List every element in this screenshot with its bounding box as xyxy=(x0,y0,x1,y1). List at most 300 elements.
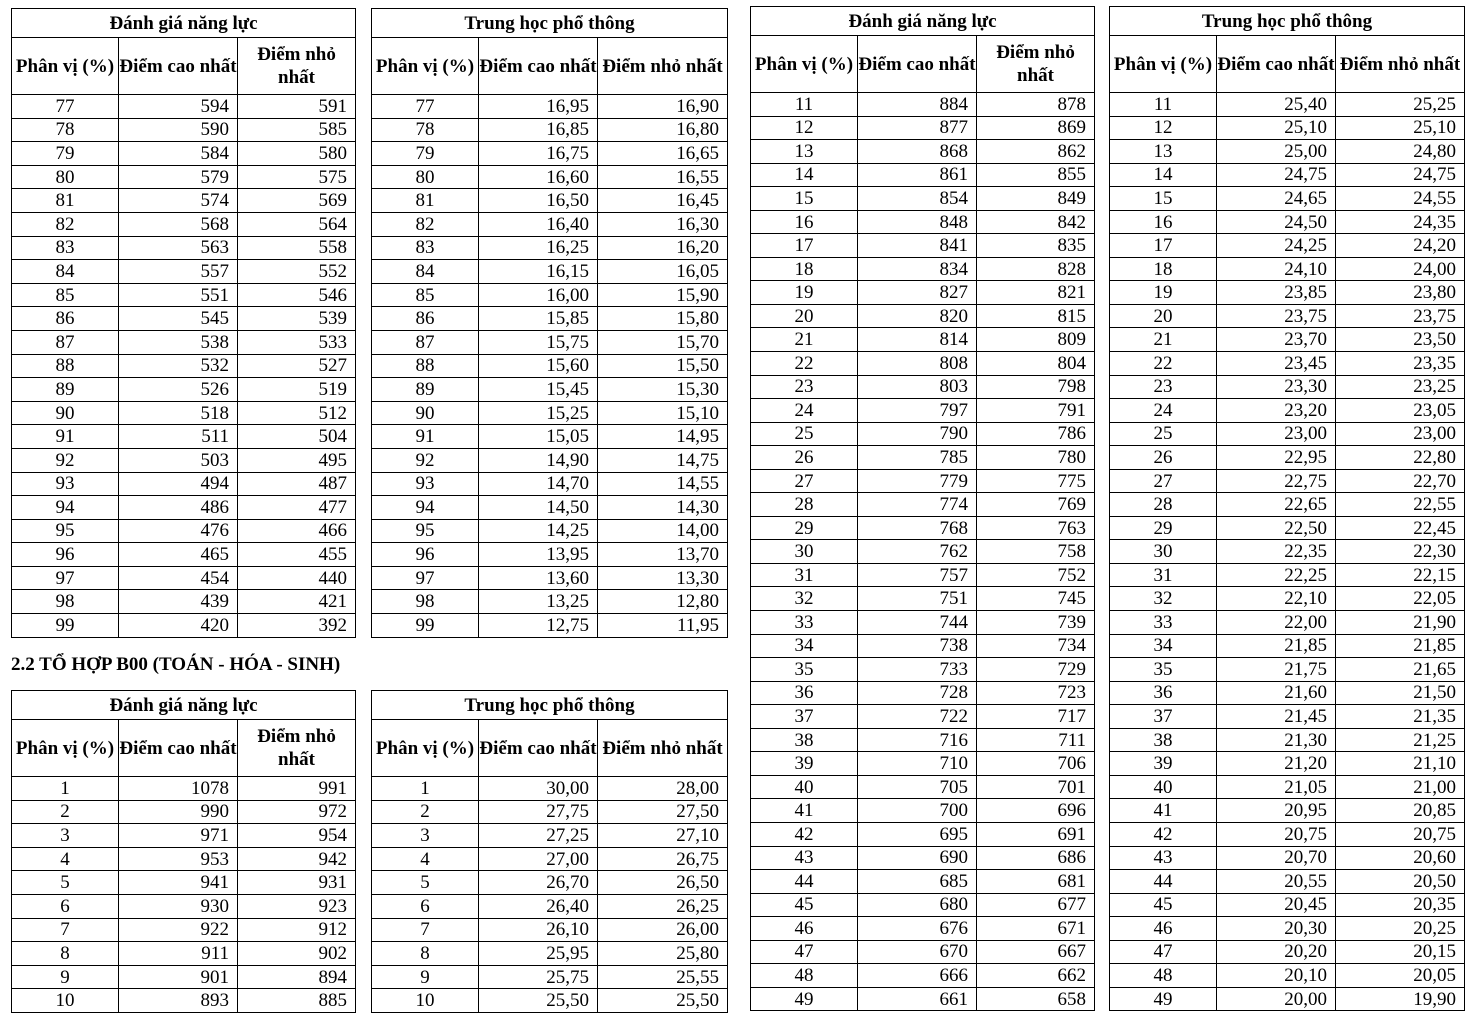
cell-min-score: 894 xyxy=(238,965,356,989)
cell-max-score: 594 xyxy=(119,95,238,119)
cell-min-score: 775 xyxy=(977,469,1095,493)
col-min-header: Điểm nhỏ nhất xyxy=(238,38,356,95)
cell-min-score: 696 xyxy=(977,799,1095,823)
cell-max-score: 23,85 xyxy=(1217,281,1336,305)
cell-percentile: 93 xyxy=(12,472,119,496)
cell-percentile: 29 xyxy=(751,516,858,540)
cell-max-score: 695 xyxy=(858,822,977,846)
cell-min-score: 16,55 xyxy=(598,165,728,189)
cell-min-score: 26,00 xyxy=(598,918,728,942)
cell-percentile: 10 xyxy=(12,989,119,1013)
cell-percentile: 20 xyxy=(1110,304,1217,328)
table-row xyxy=(1110,187,1465,211)
cell-min-score: 539 xyxy=(238,307,356,331)
table-row xyxy=(1110,775,1465,799)
table-row xyxy=(751,987,1095,1011)
table-row xyxy=(1110,964,1465,988)
table-row xyxy=(1110,799,1465,823)
cell-min-score: 22,45 xyxy=(1336,516,1465,540)
cell-percentile: 78 xyxy=(12,118,119,142)
cell-percentile: 97 xyxy=(12,566,119,590)
table-row xyxy=(372,543,728,567)
cell-max-score: 15,60 xyxy=(479,354,598,378)
table-row xyxy=(372,614,728,638)
cell-max-score: 884 xyxy=(858,93,977,117)
cell-percentile: 49 xyxy=(1110,987,1217,1011)
cell-percentile: 25 xyxy=(751,422,858,446)
cell-min-score: 22,15 xyxy=(1336,563,1465,587)
table-row xyxy=(1110,399,1465,423)
cell-min-score: 21,35 xyxy=(1336,705,1465,729)
cell-min-score: 954 xyxy=(238,824,356,848)
table-row xyxy=(751,187,1095,211)
table-row xyxy=(12,212,356,236)
table-row xyxy=(1110,375,1465,399)
cell-min-score: 677 xyxy=(977,893,1095,917)
cell-min-score: 591 xyxy=(238,95,356,119)
table-row xyxy=(12,378,356,402)
cell-min-score: 16,90 xyxy=(598,95,728,119)
cell-min-score: 842 xyxy=(977,210,1095,234)
table-row xyxy=(1110,870,1465,894)
cell-min-score: 487 xyxy=(238,472,356,496)
cell-max-score: 738 xyxy=(858,634,977,658)
cell-min-score: 809 xyxy=(977,328,1095,352)
cell-percentile: 86 xyxy=(372,307,479,331)
cell-percentile: 36 xyxy=(1110,681,1217,705)
table-row xyxy=(12,824,356,848)
table-row xyxy=(1110,446,1465,470)
cell-min-score: 20,25 xyxy=(1336,917,1465,941)
cell-min-score: 21,25 xyxy=(1336,728,1465,752)
table-row xyxy=(12,425,356,449)
cell-max-score: 20,45 xyxy=(1217,893,1336,917)
cell-max-score: 21,30 xyxy=(1217,728,1336,752)
cell-percentile: 84 xyxy=(12,260,119,284)
cell-percentile: 7 xyxy=(372,918,479,942)
cell-max-score: 503 xyxy=(119,448,238,472)
cell-min-score: 729 xyxy=(977,658,1095,682)
cell-percentile: 77 xyxy=(372,95,479,119)
cell-percentile: 79 xyxy=(12,142,119,166)
cell-percentile: 96 xyxy=(12,543,119,567)
cell-min-score: 21,65 xyxy=(1336,658,1465,682)
table-row xyxy=(12,307,356,331)
cell-max-score: 990 xyxy=(119,800,238,824)
cell-percentile: 18 xyxy=(751,257,858,281)
table-row xyxy=(751,210,1095,234)
table-row xyxy=(372,590,728,614)
cell-percentile: 40 xyxy=(751,775,858,799)
cell-min-score: 862 xyxy=(977,140,1095,164)
cell-percentile: 3 xyxy=(12,824,119,848)
cell-min-score: 23,35 xyxy=(1336,352,1465,376)
table-row xyxy=(372,496,728,520)
cell-min-score: 821 xyxy=(977,281,1095,305)
table-row xyxy=(1110,493,1465,517)
cell-percentile: 12 xyxy=(751,116,858,140)
table-row xyxy=(1110,822,1465,846)
cell-min-score: 392 xyxy=(238,614,356,638)
cell-min-score: 752 xyxy=(977,563,1095,587)
cell-min-score: 769 xyxy=(977,493,1095,517)
cell-percentile: 83 xyxy=(12,236,119,260)
table-row xyxy=(12,401,356,425)
table-row xyxy=(372,871,728,895)
cell-min-score: 21,85 xyxy=(1336,634,1465,658)
cell-min-score: 835 xyxy=(977,234,1095,258)
cell-max-score: 14,70 xyxy=(479,472,598,496)
cell-max-score: 757 xyxy=(858,563,977,587)
cell-min-score: 14,75 xyxy=(598,448,728,472)
cell-percentile: 77 xyxy=(12,95,119,119)
cell-percentile: 94 xyxy=(372,496,479,520)
cell-max-score: 930 xyxy=(119,894,238,918)
table-row xyxy=(12,330,356,354)
cell-min-score: 585 xyxy=(238,118,356,142)
cell-percentile: 80 xyxy=(12,165,119,189)
cell-min-score: 13,30 xyxy=(598,566,728,590)
cell-percentile: 5 xyxy=(372,871,479,895)
cell-max-score: 16,95 xyxy=(479,95,598,119)
cell-max-score: 16,40 xyxy=(479,212,598,236)
table-row xyxy=(12,142,356,166)
table-row xyxy=(751,658,1095,682)
cell-max-score: 25,40 xyxy=(1217,93,1336,117)
col-max-header: Điểm cao nhất xyxy=(119,38,238,95)
cell-percentile: 96 xyxy=(372,543,479,567)
table-row xyxy=(751,540,1095,564)
cell-min-score: 28,00 xyxy=(598,777,728,801)
cell-max-score: 486 xyxy=(119,496,238,520)
table-row xyxy=(1110,93,1465,117)
cell-min-score: 869 xyxy=(977,116,1095,140)
cell-max-score: 953 xyxy=(119,847,238,871)
cell-max-score: 868 xyxy=(858,140,977,164)
cell-max-score: 808 xyxy=(858,352,977,376)
cell-min-score: 931 xyxy=(238,871,356,895)
table-row xyxy=(1110,516,1465,540)
cell-max-score: 23,20 xyxy=(1217,399,1336,423)
cell-percentile: 17 xyxy=(1110,234,1217,258)
cell-percentile: 98 xyxy=(372,590,479,614)
cell-min-score: 662 xyxy=(977,964,1095,988)
cell-max-score: 14,50 xyxy=(479,496,598,520)
cell-percentile: 26 xyxy=(1110,446,1217,470)
cell-max-score: 26,70 xyxy=(479,871,598,895)
cell-max-score: 834 xyxy=(858,257,977,281)
cell-percentile: 6 xyxy=(12,894,119,918)
cell-min-score: 681 xyxy=(977,870,1095,894)
cell-percentile: 47 xyxy=(751,940,858,964)
cell-max-score: 13,25 xyxy=(479,590,598,614)
cell-min-score: 942 xyxy=(238,847,356,871)
cell-percentile: 92 xyxy=(372,448,479,472)
table-row xyxy=(372,824,728,848)
cell-max-score: 854 xyxy=(858,187,977,211)
cell-min-score: 815 xyxy=(977,304,1095,328)
cell-percentile: 8 xyxy=(372,942,479,966)
cell-max-score: 21,45 xyxy=(1217,705,1336,729)
cell-percentile: 28 xyxy=(1110,493,1217,517)
cell-max-score: 670 xyxy=(858,940,977,964)
table-row xyxy=(751,681,1095,705)
cell-percentile: 97 xyxy=(372,566,479,590)
cell-min-score: 16,20 xyxy=(598,236,728,260)
cell-min-score: 22,55 xyxy=(1336,493,1465,517)
table-row xyxy=(751,116,1095,140)
cell-max-score: 420 xyxy=(119,614,238,638)
cell-max-score: 941 xyxy=(119,871,238,895)
cell-min-score: 27,10 xyxy=(598,824,728,848)
cell-max-score: 733 xyxy=(858,658,977,682)
cell-min-score: 519 xyxy=(238,378,356,402)
cell-min-score: 569 xyxy=(238,189,356,213)
cell-min-score: 16,80 xyxy=(598,118,728,142)
table-row xyxy=(751,728,1095,752)
cell-max-score: 16,00 xyxy=(479,283,598,307)
cell-percentile: 31 xyxy=(751,563,858,587)
table-row xyxy=(12,965,356,989)
cell-percentile: 33 xyxy=(1110,611,1217,635)
table-row xyxy=(12,942,356,966)
cell-max-score: 20,20 xyxy=(1217,940,1336,964)
cell-max-score: 16,85 xyxy=(479,118,598,142)
table-row xyxy=(1110,469,1465,493)
cell-min-score: 16,65 xyxy=(598,142,728,166)
cell-min-score: 22,80 xyxy=(1336,446,1465,470)
cell-percentile: 11 xyxy=(1110,93,1217,117)
cell-min-score: 878 xyxy=(977,93,1095,117)
cell-percentile: 85 xyxy=(372,283,479,307)
cell-percentile: 9 xyxy=(372,965,479,989)
table-row xyxy=(751,846,1095,870)
cell-percentile: 13 xyxy=(1110,140,1217,164)
cell-min-score: 24,35 xyxy=(1336,210,1465,234)
cell-min-score: 991 xyxy=(238,777,356,801)
cell-max-score: 532 xyxy=(119,354,238,378)
cell-min-score: 717 xyxy=(977,705,1095,729)
cell-percentile: 39 xyxy=(1110,752,1217,776)
cell-max-score: 557 xyxy=(119,260,238,284)
cell-percentile: 2 xyxy=(12,800,119,824)
cell-max-score: 705 xyxy=(858,775,977,799)
cell-percentile: 89 xyxy=(12,378,119,402)
table-row xyxy=(1110,210,1465,234)
cell-percentile: 81 xyxy=(372,189,479,213)
cell-min-score: 495 xyxy=(238,448,356,472)
cell-min-score: 912 xyxy=(238,918,356,942)
cell-min-score: 16,05 xyxy=(598,260,728,284)
cell-percentile: 35 xyxy=(1110,658,1217,682)
cell-percentile: 35 xyxy=(751,658,858,682)
cell-max-score: 30,00 xyxy=(479,777,598,801)
cell-max-score: 16,50 xyxy=(479,189,598,213)
col-max-header: Điểm cao nhất xyxy=(479,38,598,95)
cell-max-score: 21,60 xyxy=(1217,681,1336,705)
cell-max-score: 563 xyxy=(119,236,238,260)
cell-min-score: 25,50 xyxy=(598,989,728,1013)
b00-dgnl-table-part1 xyxy=(11,690,356,1013)
table-row xyxy=(751,399,1095,423)
table-row xyxy=(1110,658,1465,682)
table-row xyxy=(751,257,1095,281)
cell-percentile: 95 xyxy=(12,519,119,543)
cell-max-score: 15,75 xyxy=(479,330,598,354)
col-max-header: Điểm cao nhất xyxy=(858,36,977,93)
cell-min-score: 667 xyxy=(977,940,1095,964)
b00-dgnl-table-part2 xyxy=(750,6,1095,1011)
cell-percentile: 99 xyxy=(12,614,119,638)
table-row xyxy=(751,870,1095,894)
cell-percentile: 43 xyxy=(751,846,858,870)
cell-min-score: 24,20 xyxy=(1336,234,1465,258)
cell-min-score: 533 xyxy=(238,330,356,354)
cell-max-score: 744 xyxy=(858,611,977,635)
table-row xyxy=(751,163,1095,187)
cell-max-score: 893 xyxy=(119,989,238,1013)
table-row xyxy=(1110,140,1465,164)
cell-percentile: 90 xyxy=(12,401,119,425)
cell-min-score: 23,80 xyxy=(1336,281,1465,305)
cell-percentile: 88 xyxy=(12,354,119,378)
cell-min-score: 19,90 xyxy=(1336,987,1465,1011)
cell-percentile: 30 xyxy=(1110,540,1217,564)
cell-min-score: 828 xyxy=(977,257,1095,281)
cell-percentile: 10 xyxy=(372,989,479,1013)
cell-min-score: 25,25 xyxy=(1336,93,1465,117)
table-caption: Đánh giá năng lực xyxy=(751,7,1095,36)
table-caption: Đánh giá năng lực xyxy=(12,691,356,720)
cell-max-score: 27,75 xyxy=(479,800,598,824)
col-min-header: Điểm nhỏ nhất xyxy=(238,720,356,777)
table-row xyxy=(372,800,728,824)
cell-percentile: 15 xyxy=(1110,187,1217,211)
cell-max-score: 511 xyxy=(119,425,238,449)
table-row xyxy=(372,378,728,402)
cell-min-score: 575 xyxy=(238,165,356,189)
cell-min-score: 20,75 xyxy=(1336,822,1465,846)
cell-min-score: 21,00 xyxy=(1336,775,1465,799)
cell-min-score: 580 xyxy=(238,142,356,166)
cell-min-score: 745 xyxy=(977,587,1095,611)
table-row xyxy=(372,472,728,496)
cell-percentile: 48 xyxy=(1110,964,1217,988)
table-row xyxy=(372,425,728,449)
cell-max-score: 728 xyxy=(858,681,977,705)
table-row xyxy=(1110,752,1465,776)
cell-min-score: 855 xyxy=(977,163,1095,187)
cell-percentile: 92 xyxy=(12,448,119,472)
cell-max-score: 439 xyxy=(119,590,238,614)
table-row xyxy=(751,893,1095,917)
cell-min-score: 11,95 xyxy=(598,614,728,638)
cell-percentile: 31 xyxy=(1110,563,1217,587)
cell-min-score: 527 xyxy=(238,354,356,378)
cell-min-score: 972 xyxy=(238,800,356,824)
cell-min-score: 20,50 xyxy=(1336,870,1465,894)
cell-max-score: 24,75 xyxy=(1217,163,1336,187)
cell-max-score: 827 xyxy=(858,281,977,305)
cell-min-score: 22,70 xyxy=(1336,469,1465,493)
cell-max-score: 23,30 xyxy=(1217,375,1336,399)
cell-max-score: 26,10 xyxy=(479,918,598,942)
cell-percentile: 90 xyxy=(372,401,479,425)
table-row xyxy=(1110,846,1465,870)
table-row xyxy=(372,95,728,119)
cell-max-score: 21,20 xyxy=(1217,752,1336,776)
cell-min-score: 791 xyxy=(977,399,1095,423)
cell-max-score: 545 xyxy=(119,307,238,331)
cell-percentile: 12 xyxy=(1110,116,1217,140)
cell-max-score: 26,40 xyxy=(479,894,598,918)
cell-percentile: 86 xyxy=(12,307,119,331)
table-row xyxy=(1110,917,1465,941)
cell-max-score: 762 xyxy=(858,540,977,564)
section-heading: 2.2 TỔ HỢP B00 (TOÁN - HÓA - SINH) xyxy=(11,654,341,675)
table-row xyxy=(12,847,356,871)
cell-percentile: 99 xyxy=(372,614,479,638)
table-row xyxy=(751,563,1095,587)
cell-percentile: 89 xyxy=(372,378,479,402)
table-row xyxy=(12,543,356,567)
table-row xyxy=(372,307,728,331)
cell-max-score: 20,75 xyxy=(1217,822,1336,846)
cell-percentile: 82 xyxy=(12,212,119,236)
cell-percentile: 45 xyxy=(1110,893,1217,917)
cell-max-score: 16,75 xyxy=(479,142,598,166)
cell-percentile: 25 xyxy=(1110,422,1217,446)
cell-percentile: 85 xyxy=(12,283,119,307)
cell-percentile: 81 xyxy=(12,189,119,213)
cell-max-score: 15,85 xyxy=(479,307,598,331)
cell-max-score: 716 xyxy=(858,728,977,752)
cell-min-score: 849 xyxy=(977,187,1095,211)
cell-max-score: 877 xyxy=(858,116,977,140)
cell-min-score: 15,70 xyxy=(598,330,728,354)
table-row xyxy=(372,989,728,1013)
cell-percentile: 23 xyxy=(1110,375,1217,399)
cell-max-score: 20,95 xyxy=(1217,799,1336,823)
cell-max-score: 14,90 xyxy=(479,448,598,472)
table-row xyxy=(372,189,728,213)
cell-max-score: 551 xyxy=(119,283,238,307)
cell-percentile: 39 xyxy=(751,752,858,776)
cell-min-score: 21,10 xyxy=(1336,752,1465,776)
table-row xyxy=(1110,634,1465,658)
table-row xyxy=(372,401,728,425)
cell-min-score: 804 xyxy=(977,352,1095,376)
cell-percentile: 20 xyxy=(751,304,858,328)
cell-percentile: 2 xyxy=(372,800,479,824)
cell-percentile: 32 xyxy=(1110,587,1217,611)
cell-min-score: 20,60 xyxy=(1336,846,1465,870)
cell-max-score: 16,25 xyxy=(479,236,598,260)
table-row xyxy=(751,705,1095,729)
table-caption: Đánh giá năng lực xyxy=(12,9,356,38)
table-row xyxy=(751,634,1095,658)
cell-min-score: 564 xyxy=(238,212,356,236)
cell-min-score: 25,55 xyxy=(598,965,728,989)
cell-min-score: 512 xyxy=(238,401,356,425)
table-row xyxy=(751,587,1095,611)
cell-min-score: 711 xyxy=(977,728,1095,752)
cell-min-score: 798 xyxy=(977,375,1095,399)
table-row xyxy=(751,281,1095,305)
cell-min-score: 23,05 xyxy=(1336,399,1465,423)
cell-min-score: 23,50 xyxy=(1336,328,1465,352)
cell-percentile: 3 xyxy=(372,824,479,848)
